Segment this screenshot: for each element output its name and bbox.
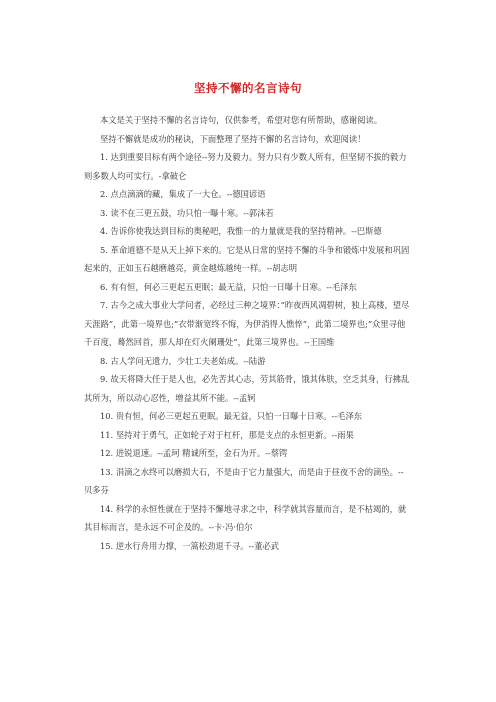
document-title: 坚持不懈的名言诗句	[194, 81, 302, 95]
paragraph: 本文是关于坚持不懈的名言诗句，仅供参考，希望对您有所帮助，感谢阅读。	[100, 115, 383, 125]
quote-item: 11. 坚持对于勇气，正如轮子对于杠杆，那是支点的永恒更新。--雨果	[100, 429, 354, 440]
quote-item: 4. 告诉你使我达到目标的奥秘吧，我惟一的力量就是我的坚持精神。--巴斯德	[100, 226, 382, 236]
quote-item: 2. 点点滴滴的藏，集成了一大仓。--德国谚语	[100, 189, 266, 199]
quote-item: 7. 古今之成大事业大学问者，必经过三种之境界：”昨夜西风凋碧树，独上高楼，望尽天涯路”，此第一境界也;”衣带渐宽终不悔，为伊消得人憔悴”，此第二境界也;”众里寻他千百度，蓦然回首，那人却在灯火阑珊处”，此第三境界也。--王国维	[84, 300, 410, 347]
quote-item: 14. 科学的永恒性就在于坚持不懈地寻求之中，科学就其容量而言，是不枯竭的，就其目标而言，是永远不可企及的。--卡·冯·伯尔	[84, 503, 407, 532]
quote-item: 8. 古人学问无遗力，少壮工夫老始成。--陆游	[100, 355, 266, 366]
quote-item: 13. 涓滴之水终可以磨损大石，不是由于它力量强大，而是由于昼夜不舍的滴坠。--贝多芬	[84, 466, 404, 495]
quote-item: 9. 故天将降大任于是人也，必先苦其心志，劳其筋骨，饿其体肤，空乏其身，行拂乱其所为，所以动心忍性，增益其所不能。--孟轲	[84, 374, 410, 403]
quote-item: 6. 有有恒，何必三更起五更眠；最无益，只怕一日曝十日寒。--毛泽东	[100, 281, 357, 292]
quote-item: 15. 逆水行舟用力撑，一篙松劲退千寻。--董必武	[100, 540, 280, 551]
quote-item: 10. 贵有恒，何必三更起五更眠。最无益，只怕一日曝十日寒。--毛泽东	[100, 411, 363, 421]
quote-item: 3. 读不在三更五鼓，功只怕一曝十寒。--郭沫若	[100, 207, 274, 218]
document-body	[84, 111, 410, 555]
quote-item: 1. 达到重要目标有两个途径--努力及毅力。努力只有少数人所有，但坚韧不拔的毅力则多数人均可实行。-拿破仑	[84, 152, 407, 181]
quote-item: 12. 进锐退速。--孟珂 精诚所至，金石为开。--蔡锷	[100, 448, 288, 458]
paragraph: 坚持不懈就是成功的秘诀，下面整理了坚持不懈的名言诗句，欢迎阅读！	[100, 133, 366, 144]
quote-item: 5. 革命道德不是从天上掉下来的。它是从日常的坚持不懈的斗争和锻炼中发展和巩固起来的，正如玉石越磨越亮，黄金越炼越纯一样。--胡志明	[84, 244, 410, 273]
